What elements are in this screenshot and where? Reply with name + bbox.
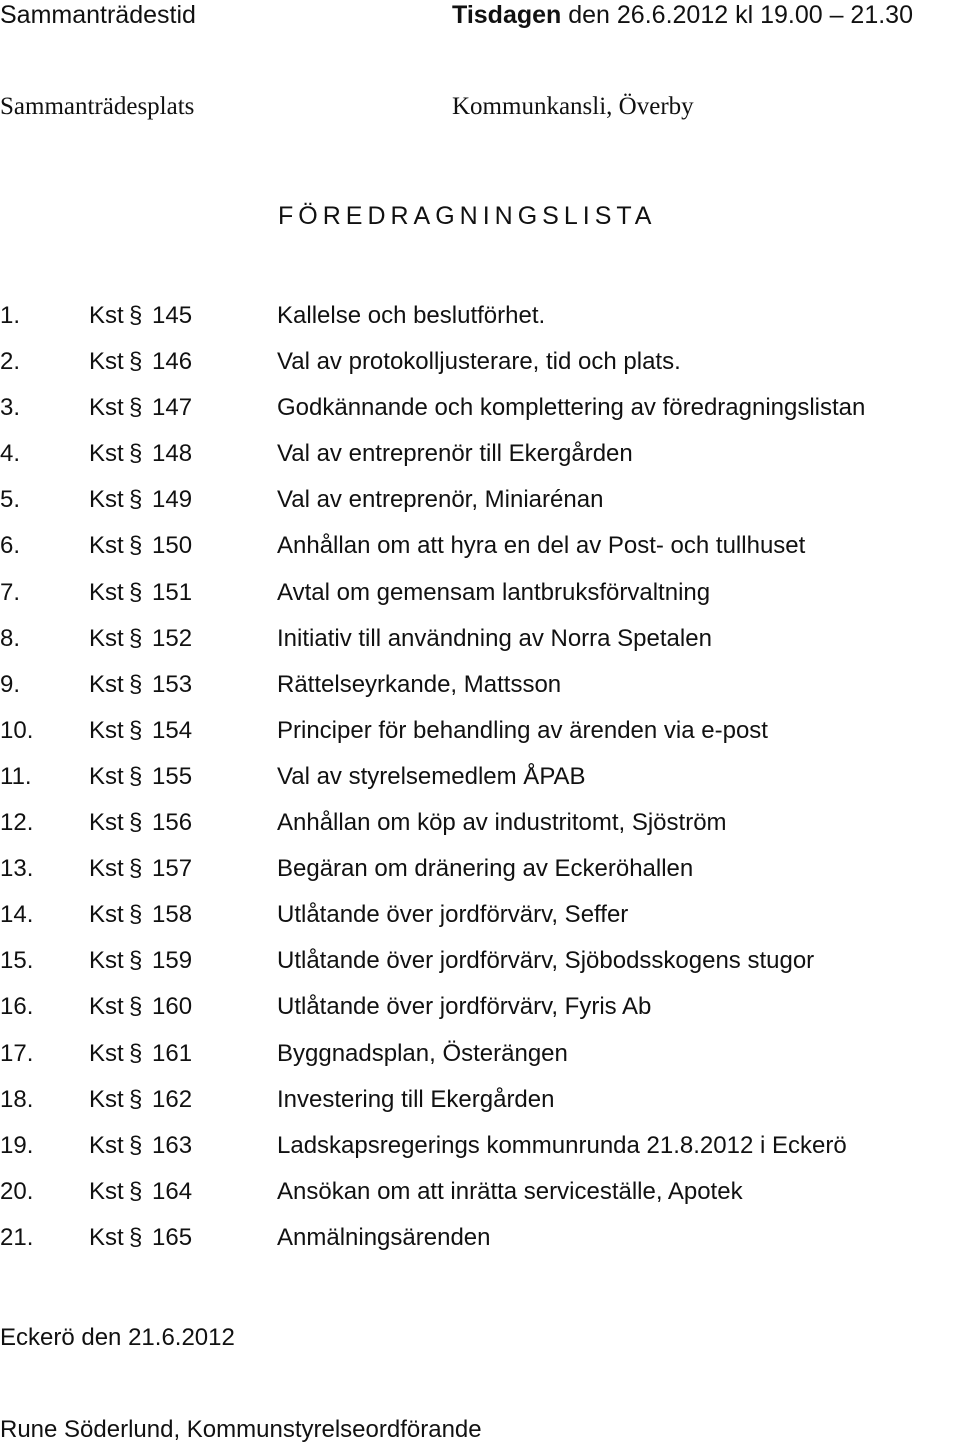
- section-sign: §: [129, 1177, 143, 1205]
- agenda-item-kst: Kst: [89, 1177, 124, 1205]
- agenda-item-topic: Anhållan om att hyra en del av Post- och tullhuset: [277, 532, 806, 560]
- agenda-item-kst: Kst: [89, 532, 124, 560]
- agenda-item-number: 5.: [0, 486, 21, 514]
- agenda-item-topic: Ladskapsregerings kommunrunda 21.8.2012 i Eckerö: [277, 1131, 847, 1159]
- section-sign: §: [129, 947, 143, 975]
- agenda-item-paragraph-number: 161: [152, 1039, 193, 1067]
- agenda-item-paragraph-number: 159: [152, 947, 193, 975]
- section-sign: §: [129, 302, 143, 329]
- agenda-item-kst: Kst: [89, 440, 124, 468]
- agenda-item-paragraph-number: 150: [152, 532, 193, 560]
- agenda-item: [0, 1177, 960, 1223]
- agenda-item: [0, 624, 960, 670]
- agenda-item-number: 8.: [0, 624, 21, 652]
- agenda-item-kst: Kst: [89, 1223, 124, 1251]
- agenda-item-topic: Val av entreprenör till Ekergården: [277, 440, 633, 468]
- agenda-item-kst: Kst: [89, 302, 124, 329]
- agenda-item-number: 12.: [0, 809, 34, 837]
- agenda-item-topic: Ansökan om att inrätta serviceställe, Apotek: [277, 1177, 743, 1205]
- meeting-date-time: [452, 0, 913, 30]
- section-sign: §: [129, 716, 143, 744]
- agenda-item-paragraph-number: 147: [152, 394, 193, 422]
- agenda-item-paragraph-number: 153: [152, 670, 193, 698]
- agenda-item-number: 20.: [0, 1177, 34, 1205]
- agenda-item-kst: Kst: [89, 762, 124, 790]
- agenda-item: [0, 393, 960, 439]
- agenda-item-kst: Kst: [89, 394, 124, 422]
- agenda-item-number: 10.: [0, 716, 34, 744]
- agenda-item: [0, 670, 960, 716]
- agenda-item-number: 21.: [0, 1223, 34, 1251]
- agenda-item-paragraph-number: 146: [152, 348, 193, 376]
- agenda-item-topic: Rättelseyrkande, Mattsson: [277, 670, 562, 698]
- agenda-item-topic: Anhållan om köp av industritomt, Sjöström: [277, 809, 727, 837]
- agenda-item-paragraph-number: 162: [152, 1085, 193, 1113]
- agenda-item-paragraph-number: 149: [152, 486, 193, 514]
- agenda-item-kst: Kst: [89, 1039, 124, 1067]
- agenda-item-topic: Begäran om dränering av Eckeröhallen: [277, 855, 694, 883]
- agenda-item-paragraph-number: 157: [152, 855, 193, 883]
- agenda-item-kst: Kst: [89, 855, 124, 883]
- section-sign: §: [129, 1223, 143, 1251]
- meeting-date: den 26.6.2012 kl 19.00 – 21.30: [568, 1, 913, 29]
- agenda-item-topic: Byggnadsplan, Österängen: [277, 1039, 568, 1067]
- agenda-item: [0, 347, 960, 393]
- meeting-time-label: Sammanträdestid: [0, 1, 196, 29]
- agenda-item-kst: Kst: [89, 1085, 124, 1113]
- agenda-item-topic: Godkännande och komplettering av föredragningslistan: [277, 394, 866, 422]
- agenda-item-paragraph-number: 164: [152, 1177, 193, 1205]
- agenda-item-number: 17.: [0, 1039, 34, 1067]
- section-sign: §: [129, 532, 143, 560]
- section-sign: §: [129, 578, 143, 606]
- signature: Rune Söderlund, Kommunstyrelseordförande: [0, 1416, 482, 1443]
- agenda-item-number: 16.: [0, 993, 34, 1021]
- agenda-item-topic: Val av styrelsemedlem ÅPAB: [277, 762, 586, 790]
- agenda-item: [0, 716, 960, 762]
- agenda-item-kst: Kst: [89, 809, 124, 837]
- meeting-place: Kommunkansli, Överby: [452, 93, 694, 120]
- agenda-item-paragraph-number: 156: [152, 809, 193, 837]
- agenda-item-topic: Val av protokolljusterare, tid och plats.: [277, 348, 681, 376]
- agenda-item-kst: Kst: [89, 348, 124, 376]
- agenda-item-number: 9.: [0, 670, 21, 698]
- agenda-item-number: 7.: [0, 578, 21, 606]
- section-sign: §: [129, 624, 143, 652]
- agenda-item: [0, 900, 960, 946]
- agenda-item-kst: Kst: [89, 901, 124, 929]
- agenda-item-number: 18.: [0, 1085, 34, 1113]
- section-sign: §: [129, 348, 143, 376]
- agenda-item-number: 6.: [0, 532, 21, 560]
- agenda-item-paragraph-number: 145: [152, 302, 193, 329]
- agenda-item-number: 19.: [0, 1131, 34, 1159]
- agenda-item-topic: Avtal om gemensam lantbruksförvaltning: [277, 578, 711, 606]
- agenda-item-topic: Anmälningsärenden: [277, 1223, 491, 1251]
- agenda-item-number: 13.: [0, 855, 34, 883]
- section-sign: §: [129, 993, 143, 1021]
- section-sign: §: [129, 486, 143, 514]
- agenda-item-kst: Kst: [89, 716, 124, 744]
- agenda-item: [0, 301, 960, 347]
- agenda-item-paragraph-number: 160: [152, 993, 193, 1021]
- agenda-item: [0, 1085, 960, 1131]
- agenda-item: [0, 1039, 960, 1085]
- section-sign: §: [129, 1131, 143, 1159]
- agenda-item-kst: Kst: [89, 578, 124, 606]
- agenda-item-paragraph-number: 152: [152, 624, 193, 652]
- agenda-item-kst: Kst: [89, 993, 124, 1021]
- section-sign: §: [129, 855, 143, 883]
- agenda-item: [0, 808, 960, 854]
- agenda-item: [0, 578, 960, 624]
- agenda-item-topic: Utlåtande över jordförvärv, Sjöbodsskogens stugor: [277, 947, 815, 975]
- section-sign: §: [129, 1085, 143, 1113]
- agenda-item-kst: Kst: [89, 486, 124, 514]
- agenda-item-number: 14.: [0, 901, 34, 929]
- agenda-item-paragraph-number: 158: [152, 901, 193, 929]
- agenda-item-topic: Investering till Ekergården: [277, 1085, 555, 1113]
- agenda-item: [0, 485, 960, 531]
- section-sign: §: [129, 394, 143, 422]
- agenda-item-paragraph-number: 165: [152, 1223, 193, 1251]
- agenda-item-topic: Val av entreprenör, Miniarénan: [277, 486, 604, 514]
- agenda-item-topic: Initiativ till användning av Norra Spetalen: [277, 624, 712, 652]
- section-sign: §: [129, 1039, 143, 1067]
- agenda-item-number: 2.: [0, 348, 21, 376]
- agenda-item: [0, 1223, 960, 1269]
- agenda-item-kst: Kst: [89, 670, 124, 698]
- section-sign: §: [129, 809, 143, 837]
- agenda-item: [0, 1131, 960, 1177]
- agenda-item-topic: Kallelse och beslutförhet.: [277, 302, 546, 329]
- agenda-item-topic: Utlåtande över jordförvärv, Seffer: [277, 901, 629, 929]
- meeting-place-label: Sammanträdesplats: [0, 93, 195, 120]
- agenda-item-number: 1.: [0, 302, 21, 329]
- agenda-list: [0, 301, 960, 1269]
- agenda-item-paragraph-number: 163: [152, 1131, 193, 1159]
- agenda-item-paragraph-number: 151: [152, 578, 193, 606]
- agenda-item-topic: Principer för behandling av ärenden via e-post: [277, 716, 768, 744]
- agenda-item: [0, 531, 960, 577]
- agenda-item: [0, 439, 960, 485]
- agenda-item-topic: Utlåtande över jordförvärv, Fyris Ab: [277, 993, 652, 1021]
- agenda-item: [0, 854, 960, 900]
- agenda-item: [0, 992, 960, 1038]
- agenda-item-kst: Kst: [89, 624, 124, 652]
- agenda-item-paragraph-number: 155: [152, 762, 193, 790]
- meeting-day: Tisdagen: [452, 1, 562, 29]
- agenda-item-paragraph-number: 148: [152, 440, 193, 468]
- document-title: FÖREDRAGNINGSLISTA: [278, 202, 657, 230]
- section-sign: §: [129, 901, 143, 929]
- agenda-item-number: 3.: [0, 394, 21, 422]
- place-and-date: Eckerö den 21.6.2012: [0, 1324, 235, 1351]
- agenda-item-number: 15.: [0, 947, 34, 975]
- agenda-item-number: 11.: [0, 762, 32, 790]
- agenda-item: [0, 762, 960, 808]
- agenda-item-kst: Kst: [89, 1131, 124, 1159]
- section-sign: §: [129, 670, 143, 698]
- agenda-item: [0, 946, 960, 992]
- agenda-item-paragraph-number: 154: [152, 716, 193, 744]
- agenda-item-number: 4.: [0, 440, 21, 468]
- section-sign: §: [129, 440, 143, 468]
- agenda-item-kst: Kst: [89, 947, 124, 975]
- section-sign: §: [129, 762, 143, 790]
